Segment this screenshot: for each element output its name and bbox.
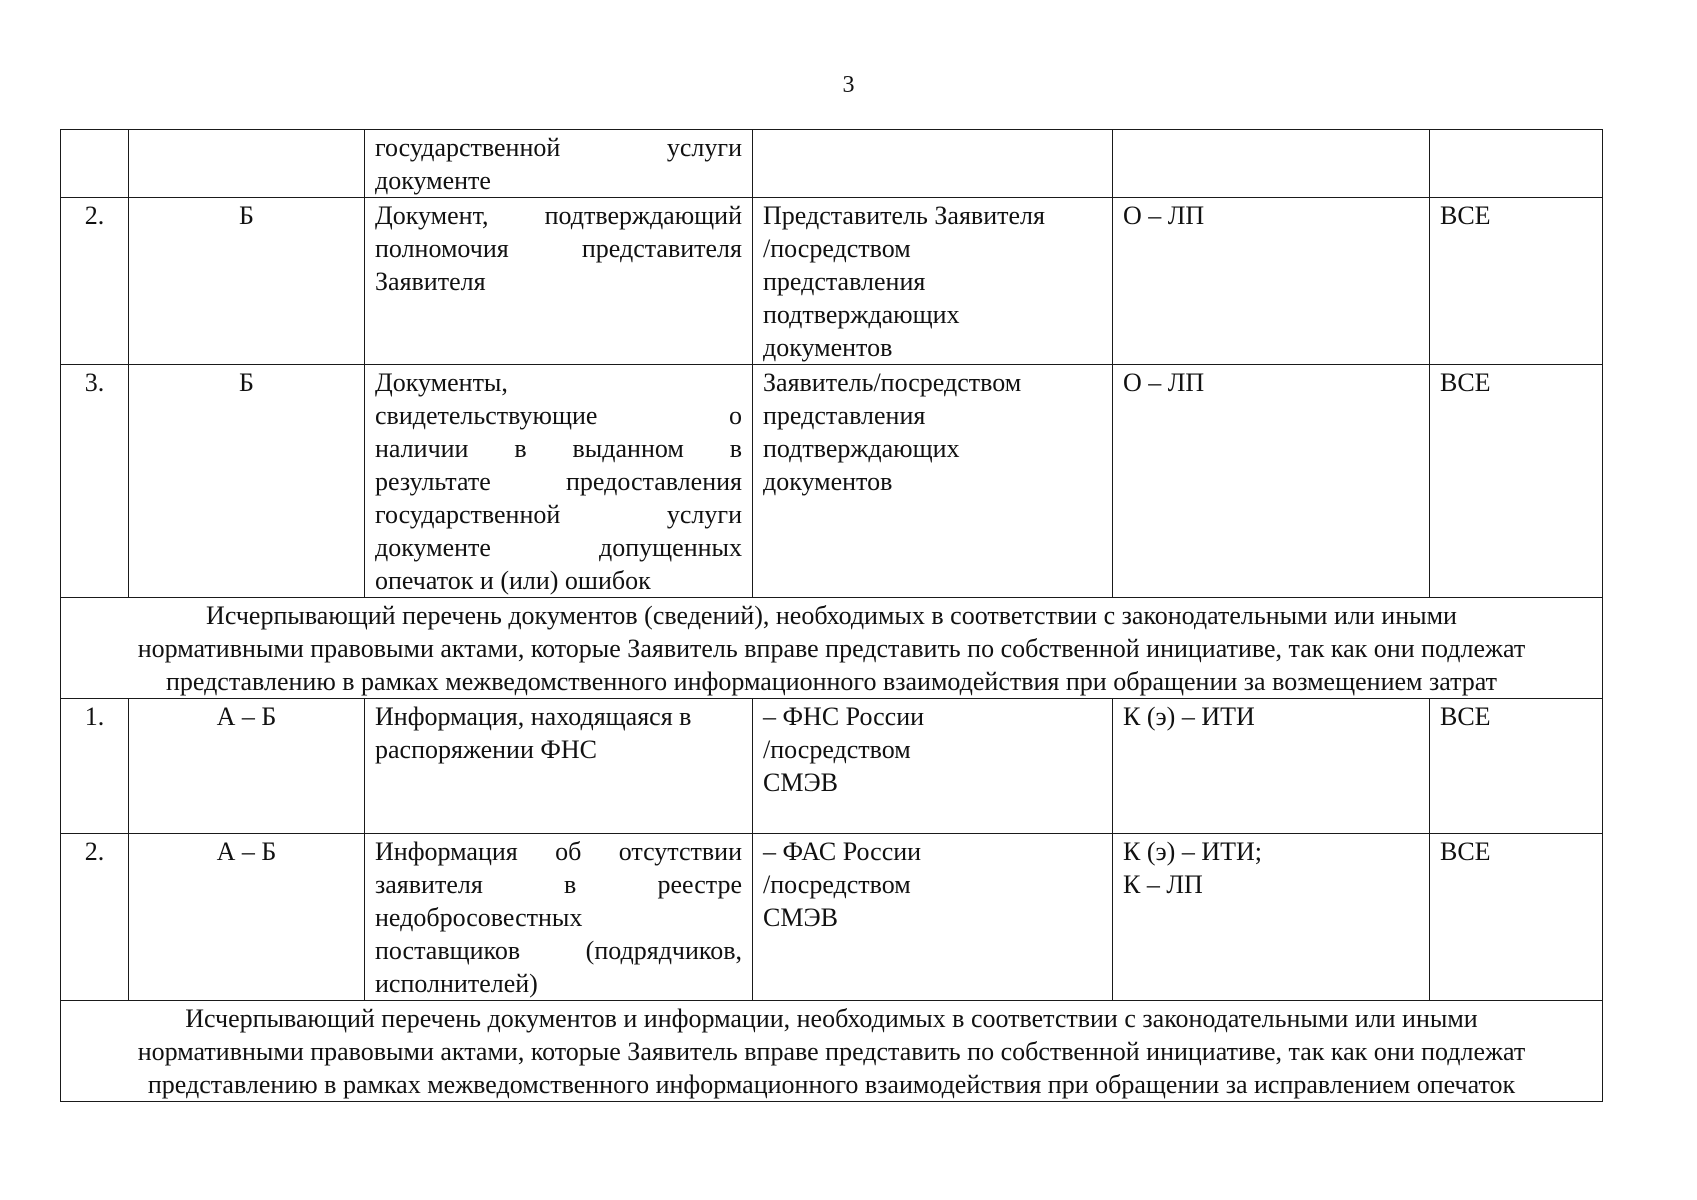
cell-source xyxy=(753,699,1113,834)
document-name-line: опечаток и (или) ошибок xyxy=(375,566,651,595)
cell-number: 1. xyxy=(61,699,129,834)
cell-group: А – Б xyxy=(129,834,365,1001)
cell-document-name xyxy=(365,834,753,1001)
cell-form: К (э) – ИТИ xyxy=(1113,699,1430,834)
source-line: представления xyxy=(763,267,926,296)
section-header-line: нормативными правовыми актами, которые Заявитель вправе представить по собственной инициативе, так как они подлежат xyxy=(137,1037,1526,1066)
document-name-line: документе xyxy=(375,166,491,195)
cell-form xyxy=(1113,834,1430,1001)
cell-document-name xyxy=(365,130,753,198)
section-header-line: представлению в рамках межведомственного информационного взаимодействия при обращении за возмещением затрат xyxy=(165,667,1498,696)
cell-document-name xyxy=(365,198,753,365)
cell-number: 2. xyxy=(61,198,129,365)
documents-table xyxy=(60,129,1603,1102)
table-row xyxy=(61,198,1603,365)
document-name-line: Документы, xyxy=(375,368,508,397)
document-name-line: государственной услуги xyxy=(375,133,742,162)
table-row xyxy=(61,365,1603,598)
source-line: СМЭВ xyxy=(763,768,838,797)
document-name-line: недобросовестных xyxy=(375,903,583,932)
cell-form xyxy=(1113,130,1430,198)
source-line: Представитель Заявителя xyxy=(763,201,1045,230)
source-line: подтверждающих xyxy=(763,300,960,329)
cell-form: О – ЛП xyxy=(1113,198,1430,365)
table-row-continuation xyxy=(61,130,1603,198)
document-name-line: результате предоставления xyxy=(375,467,742,496)
table-row xyxy=(61,699,1603,834)
document-name-line: Заявителя xyxy=(375,267,486,296)
document-name-line: Информация об отсутствии xyxy=(375,837,742,866)
cell-source xyxy=(753,130,1113,198)
cell-number: 2. xyxy=(61,834,129,1001)
document-name-line: Информация, находящаяся в xyxy=(375,702,692,731)
cell-source xyxy=(753,365,1113,598)
cell-cases xyxy=(1430,130,1603,198)
document-name-line: Документ, подтверждающий xyxy=(375,201,742,230)
document-name-line: государственной услуги xyxy=(375,500,742,529)
form-line: К – ЛП xyxy=(1123,870,1203,899)
document-name-line: полномочия представителя xyxy=(375,234,742,263)
source-line: подтверждающих xyxy=(763,434,960,463)
document-name-line: заявителя в реестре xyxy=(375,870,742,899)
cell-source xyxy=(753,834,1113,1001)
section-header-line: Исчерпывающий перечень документов и информации, необходимых в соответствии с законодательными или иными xyxy=(185,1004,1478,1033)
document-name-line: документе допущенных xyxy=(375,533,742,562)
table-row xyxy=(61,834,1603,1001)
cell-source xyxy=(753,198,1113,365)
source-line: СМЭВ xyxy=(763,903,838,932)
cell-cases: ВСЕ xyxy=(1430,198,1603,365)
section-header xyxy=(61,1001,1603,1102)
cell-form: О – ЛП xyxy=(1113,365,1430,598)
cell-group: Б xyxy=(129,365,365,598)
section-header-row xyxy=(61,1001,1603,1102)
source-line: документов xyxy=(763,333,893,362)
document-name-line: свидетельствующие о xyxy=(375,401,742,430)
section-header-line: представлению в рамках межведомственного информационного взаимодействия при обращении за исправлением опечаток xyxy=(147,1070,1516,1099)
cell-group: А – Б xyxy=(129,699,365,834)
cell-number: 3. xyxy=(61,365,129,598)
document-name-line: поставщиков (подрядчиков, xyxy=(375,936,742,965)
form-line: К (э) – ИТИ; xyxy=(1123,837,1262,866)
source-line: – ФАС России xyxy=(763,837,922,866)
cell-cases: ВСЕ xyxy=(1430,699,1603,834)
page-number: 3 xyxy=(842,72,855,98)
document-name-line: наличии в выданном в xyxy=(375,434,742,463)
cell-group xyxy=(129,130,365,198)
cell-number xyxy=(61,130,129,198)
section-header-row xyxy=(61,598,1603,699)
source-line: /посредством xyxy=(763,870,911,899)
source-line: /посредством xyxy=(763,234,911,263)
cell-cases: ВСЕ xyxy=(1430,834,1603,1001)
source-line: представления xyxy=(763,401,926,430)
section-header xyxy=(61,598,1603,699)
section-header-line: Исчерпывающий перечень документов (сведений), необходимых в соответствии с законодательными или иными xyxy=(206,601,1457,630)
cell-document-name xyxy=(365,365,753,598)
cell-group: Б xyxy=(129,198,365,365)
document-name-line: исполнителей) xyxy=(375,969,538,998)
source-line: /посредством xyxy=(763,735,911,764)
source-line: документов xyxy=(763,467,893,496)
source-line: Заявитель/посредством xyxy=(763,368,1022,397)
cell-cases: ВСЕ xyxy=(1430,365,1603,598)
cell-document-name xyxy=(365,699,753,834)
document-name-line: распоряжении ФНС xyxy=(375,735,598,764)
source-line: – ФНС России xyxy=(763,702,925,731)
section-header-line: нормативными правовыми актами, которые Заявитель вправе представить по собственной инициативе, так как они подлежат xyxy=(137,634,1526,663)
